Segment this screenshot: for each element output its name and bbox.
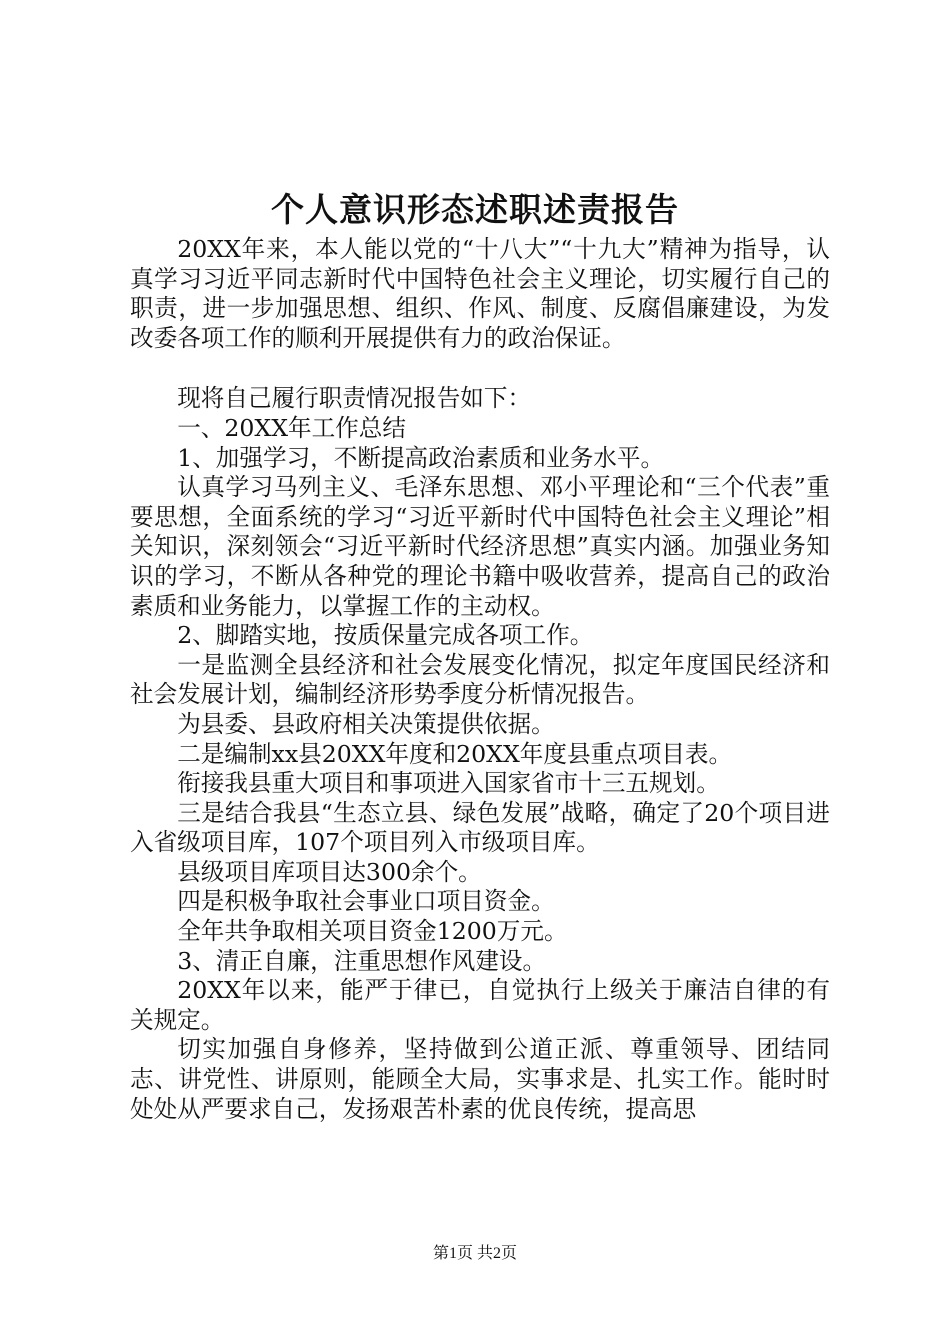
subsection-heading: 3、清正自廉，注重思想作风建设。	[177, 946, 547, 975]
paragraph: 认真学习马列主义、毛泽东思想、邓小平理论和“三个代表”重要思想，全面系统的学习“习近平新时代中国特色社会主义理论”相关知识，深刻领会“习近平新时代经济思想”真实内涵。加强业务知识的学习，不断从各种党的理论书籍中吸收营养，提高自己的政治素质和业务能力，以掌握工作的主动权。	[130, 473, 830, 620]
paragraph: 20XX年以来，能严于律已，自觉执行上级关于廉洁自律的有关规定。	[130, 976, 830, 1034]
paragraph-intro: 20XX年来，本人能以党的“十八大”“十九大”精神为指导，认真学习习近平同志新时代中国特色社会主义理论，切实履行自己的职责，进一步加强思想、组织、作风、制度、反腐倡廉建设，为发改委各项工作的顺利开展提供有力的政治保证。	[130, 235, 830, 352]
page-footer: 第1页 共2页	[432, 1245, 517, 1262]
section-heading: 一、20XX年工作总结	[177, 413, 406, 442]
paragraph: 衔接我县重大项目和事项进入国家省市十三五规划。	[177, 769, 720, 798]
paragraph: 二是编制xx县20XX年度和20XX年度县重点项目表。	[177, 739, 733, 768]
document-title: 个人意识形态述职述责报告	[271, 190, 679, 229]
paragraph: 为县委、县政府相关决策提供依据。	[177, 709, 555, 738]
paragraph: 三是结合我县“生态立县、绿色发展”战略，确定了20个项目进入省级项目库，107个项目列入市级项目库。	[130, 798, 830, 857]
paragraph: 县级项目库项目达300余个。	[177, 857, 482, 886]
paragraph: 现将自己履行职责情况报告如下：	[177, 384, 532, 413]
paragraph: 四是积极争取社会事业口项目资金。	[177, 887, 555, 916]
subsection-heading: 1、加强学习，不断提高政治素质和业务水平。	[177, 443, 665, 472]
document-body	[130, 235, 830, 1124]
paragraph: 切实加强自身修养，坚持做到公道正派、尊重领导、团结同志、讲党性、讲原则，能顾全大局，实事求是、扎实工作。能时时处处从严要求自己，发扬艰苦朴素的优良传统，提高思	[130, 1035, 830, 1123]
paragraph: 全年共争取相关项目资金1200万元。	[177, 917, 568, 946]
subsection-heading: 2、脚踏实地，按质保量完成各项工作。	[177, 621, 594, 650]
paragraph-gap	[130, 353, 830, 384]
paragraph: 一是监测全县经济和社会发展变化情况，拟定年度国民经济和社会发展计划，编制经济形势季度分析情况报告。	[130, 650, 830, 709]
